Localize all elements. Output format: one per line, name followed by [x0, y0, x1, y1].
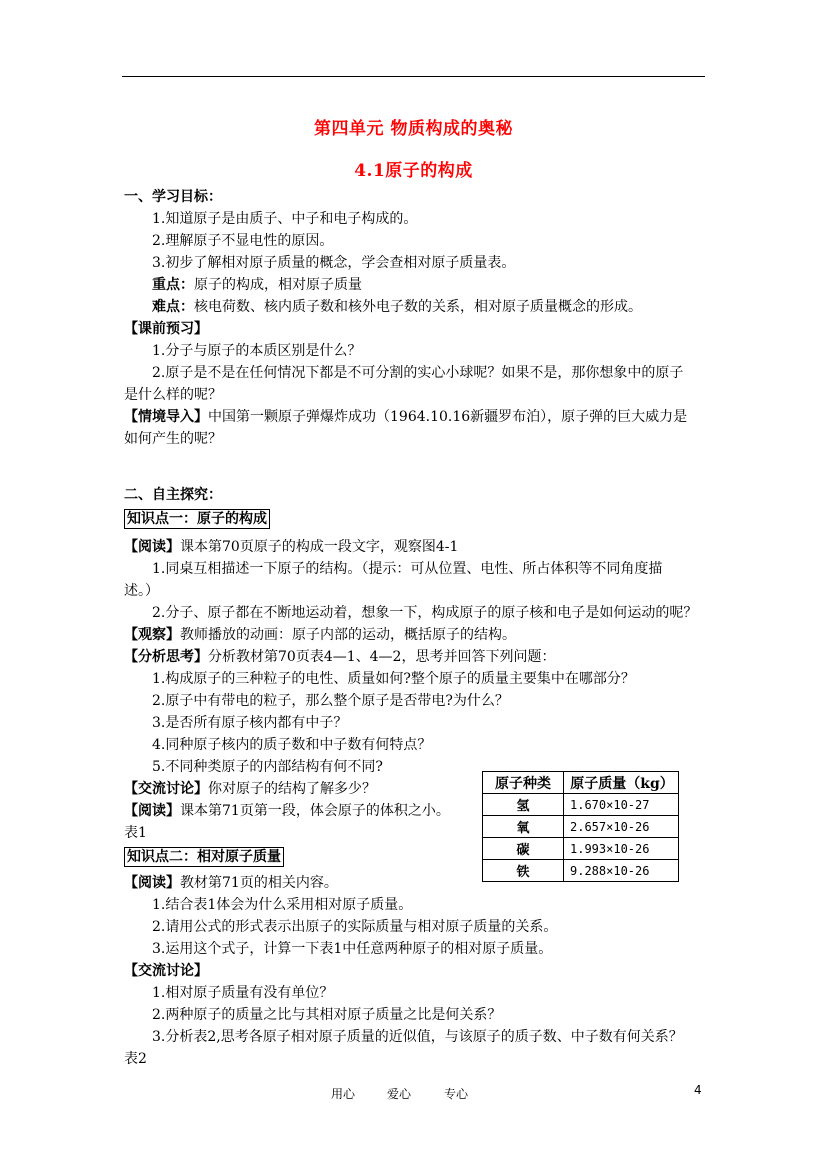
atomic-mass-table [482, 771, 679, 882]
table-header-cell: 原子质量（kg） [564, 772, 679, 794]
section-heading-explore: 二、自主探究： [124, 487, 222, 503]
discussion-2-label: 【交流讨论】 [124, 963, 208, 979]
table-cell: 2.657×10-26 [564, 816, 679, 838]
analyze [124, 646, 707, 668]
question-item: 2.分子、原子都在不断地运动着，想象一下，构成原子的原子核和电子是如何运动的呢？ [152, 605, 698, 621]
header-rule [122, 76, 705, 77]
read-text: 课本第71页第一段，体会原子的体积之小。 [180, 803, 450, 819]
table-cell: 1.993×10-26 [564, 838, 679, 860]
footer-word: 专心 [444, 1087, 469, 1101]
mass-question: 1.结合表1体会为什么采用相对原子质量。 [152, 897, 413, 913]
scene-label: 【情境导入】 [124, 409, 208, 425]
read-label: 【阅读】 [124, 539, 180, 555]
read-text: 课本第70页原子的构成一段文字，观察图4-1 [180, 539, 459, 555]
analysis-question: 1.构成原子的三种粒子的电性、质量如何?整个原子的质量主要集中在哪部分？ [152, 671, 635, 687]
observe-label: 【观察】 [124, 627, 180, 643]
read-label: 【阅读】 [124, 803, 180, 819]
table-row [483, 860, 679, 882]
discussion-question: 1.相对原子质量有没有单位？ [152, 985, 334, 1001]
read-text: 教材第71页的相关内容。 [180, 875, 338, 891]
table-2-caption: 表2 [124, 1051, 147, 1067]
difficult-point [152, 296, 735, 318]
unit-title: 第四单元 物质构成的奥秘 [314, 119, 513, 139]
discussion-label: 【交流讨论】 [124, 781, 208, 797]
difficult-point-text: 核电荷数、核内质子数和核外电子数的关系，相对原子质量概念的形成。 [194, 299, 642, 315]
knowledge-point-2-label: 知识点二：相对原子质量 [124, 847, 284, 867]
table-row [483, 838, 679, 860]
footer-word: 爱心 [387, 1087, 412, 1101]
goal-item: 3.初步了解相对原子质量的概念，学会查相对原子质量表。 [152, 255, 516, 271]
goal-item: 2.理解原子不显电性的原因。 [152, 233, 334, 249]
read-1 [124, 536, 707, 558]
key-point-label: 重点： [152, 277, 194, 293]
question-item-cont: 述。） [124, 583, 159, 599]
table-1-caption: 表1 [124, 825, 147, 841]
discussion-text: 你对原子的结构了解多少？ [208, 781, 376, 797]
analyze-text: 分析教材第70页表4—1、4—2，思考并回答下列问题： [208, 649, 556, 665]
table-header-row [483, 772, 679, 794]
table-cell: 9.288×10-26 [564, 860, 679, 882]
table-row [483, 816, 679, 838]
preview-item: 2.原子是不是在任何情况下都是不可分割的实心小球呢？如果不是，那你想象中的原子 [152, 365, 684, 381]
mass-question: 2.请用公式的形式表示出原子的实际质量与相对原子质量的关系。 [152, 919, 558, 935]
analysis-question: 5.不同种类原子的内部结构有何不同? [152, 759, 383, 775]
table-cell: 1.670×10-27 [564, 794, 679, 816]
footer-word: 用心 [331, 1087, 356, 1101]
section-heading-goals: 一、学习目标： [124, 189, 222, 205]
analyze-label: 【分析思考】 [124, 649, 208, 665]
discussion-question: 2.两种原子的质量之比与其相对原子质量之比是何关系？ [152, 1007, 502, 1023]
preview-label: 【课前预习】 [124, 321, 208, 337]
key-point [152, 274, 735, 296]
scene-intro [124, 406, 707, 428]
preview-item: 1.分子与原子的本质区别是什么？ [152, 343, 362, 359]
knowledge-point-1 [124, 508, 707, 530]
page-number: 4 [694, 1083, 702, 1097]
scene-text: 中国第一颗原子弹爆炸成功（1964.10.16新疆罗布泊），原子弹的巨大威力是 [208, 409, 688, 425]
analysis-question: 2.原子中有带电的粒子，那么整个原子是否带电?为什么？ [152, 693, 509, 709]
analysis-question: 4.同种原子核内的质子数和中子数有何特点？ [152, 737, 432, 753]
read-label: 【阅读】 [124, 875, 180, 891]
table-cell: 碳 [483, 838, 564, 860]
discussion-question: 3.分析表2,思考各原子相对原子质量的近似值，与该原子的质子数、中子数有何关系？ [152, 1029, 683, 1045]
mass-question: 3.运用这个式子，计算一下表1中任意两种原子的相对原子质量。 [152, 941, 553, 957]
table-row [483, 794, 679, 816]
table-cell: 铁 [483, 860, 564, 882]
table-header-cell: 原子种类 [483, 772, 564, 794]
table-cell: 氧 [483, 816, 564, 838]
preview-item-cont: 是什么样的呢？ [124, 387, 222, 403]
lesson-title: 4.1原子的构成 [354, 161, 473, 181]
observe [124, 624, 707, 646]
scene-text-cont: 如何产生的呢？ [124, 431, 222, 447]
difficult-point-label: 难点： [152, 299, 194, 315]
question-item: 1.同桌互相描述一下原子的结构。（提示：可从位置、电性、所占体积等不同角度描 [152, 561, 663, 577]
analysis-question: 3.是否所有原子核内都有中子？ [152, 715, 348, 731]
key-point-text: 原子的构成，相对原子质量 [194, 277, 362, 293]
goal-item: 1.知道原子是由质子、中子和电子构成的。 [152, 211, 418, 227]
knowledge-point-1-label: 知识点一：原子的构成 [124, 509, 270, 529]
observe-text: 教师播放的动画：原子内部的运动，概括原子的结构。 [180, 627, 516, 643]
table-cell: 氢 [483, 794, 564, 816]
